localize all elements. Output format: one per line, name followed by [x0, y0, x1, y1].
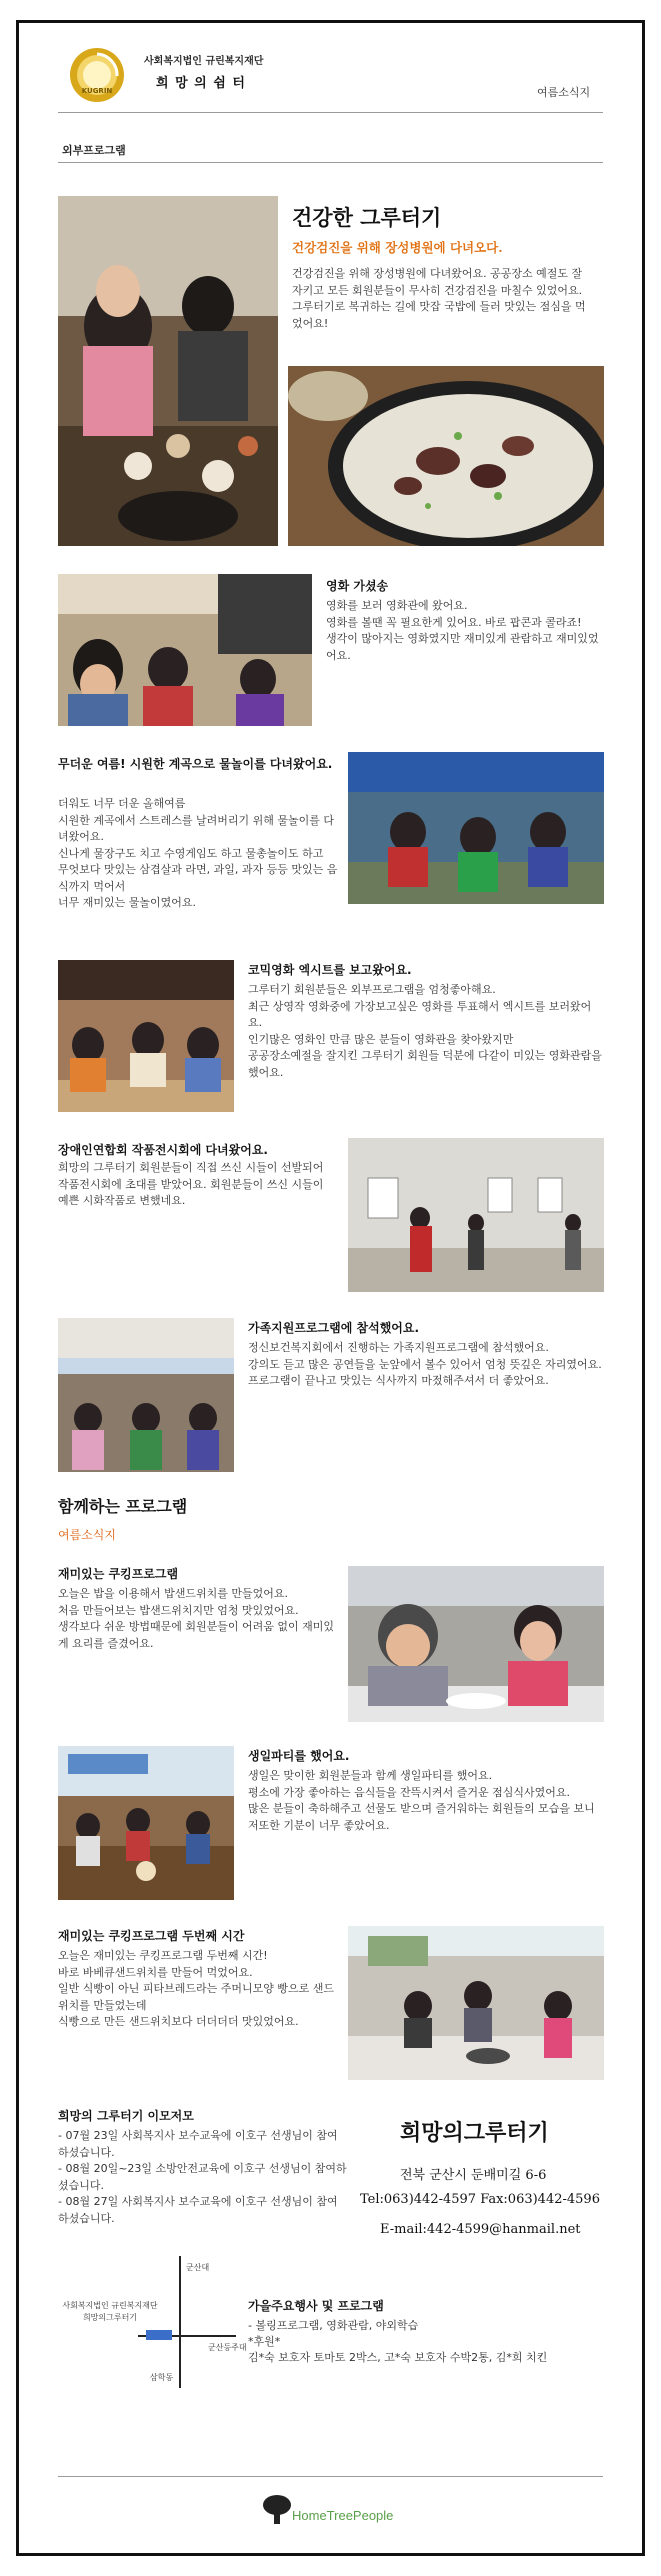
map-label-right: 군산등주대	[208, 2343, 247, 2352]
article-title: 재미있는 쿠킹프로그램	[58, 1567, 179, 1581]
visitors-title: 희망의 그루터기 이모저모	[58, 2109, 194, 2123]
org-name: 사회복지법인 규린복지재단	[144, 56, 264, 67]
movie-theater-photo	[58, 574, 312, 726]
map-label-bottom: 삼학동	[150, 2373, 174, 2382]
org-shelter-name: 희 망 의 쉼 터	[156, 76, 246, 91]
logo-text: KUGRIN	[81, 87, 113, 95]
article-body: 영화를 보러 영화관에 왔어요. 영화를 볼땐 꼭 필요한게 있어요. 바로 팝콘과 콜라죠! 생각이 많아지는 영화였지만 재미있게 관람하고 재미있었어요.	[326, 599, 599, 662]
article-body: 건강검진을 위해 장성병원에 다녀왔어요. 공공장소 예절도 잘자키고 모든 회원분들이 무사히 건강검진을 마칠수 있었어요. 그루터기로 복귀하는 길에 맛잡 국밥에 들러 맛있는 점심을 먹었어요!	[292, 267, 586, 330]
foundation-logo	[68, 46, 126, 104]
art-exhibition-photo	[348, 1138, 604, 1292]
article-body: 정신보건복지회에서 진행하는 가족지원프로그램에 참석했어요. 강의도 듣고 많은 공연들을 눈앞에서 볼수 있어서 엄청 뜻깊은 자리였어요. 프로그램이 끝나고 맛있는 식사까지 마젔해주셔서 더 좋았어요.	[248, 1341, 602, 1387]
cooking-photo	[348, 1566, 604, 1722]
article-title: 영화 가셨송	[326, 579, 389, 593]
health-check-meal-photo	[58, 196, 278, 546]
article-title: 재미있는 쿠킹프로그램 두번째 시간	[58, 1929, 245, 1943]
article-body: 희망의 그루터기 회원분들이 직접 쓰신 시들이 선발되어 작품전시회에 초대를 받았어요. 회원분들이 쓰신 시들이 예쁜 시화작품로 변했네요.	[58, 1161, 324, 1207]
article-body: 오늘은 재미있는 쿠킹프로그램 두번째 시간! 바로 바베큐샌드위치를 만들어 먹었어요. 일반 식빵이 아닌 피타브레드라는 주머니모양 빵으로 샌드위치를 만들었는데 식빵으로 만든 샌드위치보다 더더더더 맛있었어요.	[58, 1949, 335, 2028]
section-title-external: 외부프로그램	[62, 144, 126, 157]
autumn-sponsor-label: *후원*	[248, 2335, 281, 2348]
map-label-foundation: 사회복지법인 규린복지재단 희망의그루터기	[62, 2301, 158, 2322]
article-body: 그루터기 회원분들은 외부프로그램을 엄청좋아해요. 최근 상영작 영화중에 가장보고싶은 영화를 투표해서 엑시트를 보러왔어요. 인기많은 영화인 만큼 많은 분들이 영화관을 찾아왔지만 공공장소예절을 잘지킨 그루터기 회원들 덕분에 다같이 미있는 영화관람을 했어요.	[248, 983, 602, 1079]
article-title: 장애인연합회 작품전시회에 다녀왔어요.	[58, 1143, 268, 1157]
footer-brand: HomeTreePeople	[292, 2508, 394, 2523]
autumn-title: 가을주요행사 및 프로그램	[248, 2299, 384, 2313]
cooking-second-photo	[348, 1926, 604, 2080]
article-title: 건강한 그루터기	[292, 206, 442, 230]
family-program-photo	[58, 1318, 234, 1472]
map-label-university: 군산대	[186, 2263, 210, 2272]
article-title: 코믹영화 엑시트를 보고왔어요.	[248, 963, 412, 977]
header-divider	[58, 112, 603, 113]
article-title: 무더운 여름! 시원한 계곡으로 물놀이를 다녀왔어요.	[58, 757, 333, 771]
section-divider	[58, 162, 603, 163]
tree-logo-icon	[262, 2494, 292, 2526]
article-body: 오늘은 밥을 이용해서 밥샌드위치를 만들었어요. 처음 만들어보는 밥샌드위치지만 엄청 맛있었어요. 생각보다 쉬운 방법때문에 회원분들이 어려움 없이 재미있게 요리를 즐겼어요.	[58, 1587, 335, 1650]
section-subtitle: 여름소식지	[58, 1528, 116, 1542]
article-body: 더워도 너무 더운 올해여름 시원한 계곡에서 스트레스를 날려버리기 위해 물놀이를 다녀왔어요. 신나게 물장구도 치고 수영게임도 하고 물총놀이도 하고 무엇보다 맛있는 삼겹살과 라면, 과일, 과자 등등 맛있는 음식까지 먹어서 너무 재미있는 물놀이였어요.	[58, 797, 338, 909]
section-title-together: 함께하는 프로그램	[58, 1497, 188, 1516]
contact-address: 전북 군산시 둔배미길 6-6	[400, 2168, 547, 2183]
footer-divider	[58, 2476, 603, 2477]
valley-picnic-photo	[348, 752, 604, 904]
gukbap-soup-photo	[288, 366, 604, 546]
article-title: 생일파티를 했어요.	[248, 1749, 350, 1763]
contact-email: E-mail:442-4599@hanmail.net	[380, 2222, 581, 2237]
newsletter-label: 여름소식지	[537, 86, 591, 99]
birthday-party-photo	[58, 1746, 234, 1900]
article-subtitle: 건강검진을 위해 장성병원에 다녀오다.	[292, 240, 503, 255]
autumn-line: - 볼링프로그램, 영화관람, 야외학습	[248, 2319, 419, 2332]
article-title: 가족지원프로그램에 참석했어요.	[248, 1321, 420, 1335]
article-body: 생일은 맞이한 회원분들과 함께 생일파티를 했어요. 평소에 가장 좋아하는 음식들을 잔뜩시켜서 즐거운 점심식사였어요. 많은 분들이 축하해주고 선물도 받으며 즐거워하는 회원들의 모습을 보니 저또한 기분이 너무 좋았어요.	[248, 1769, 595, 1832]
autumn-sponsor-list: 김*숙 보호자 토마토 2박스, 고*숙 보호자 수박2통, 김*희 치킨	[248, 2351, 548, 2364]
cinema-lobby-photo	[58, 960, 234, 1112]
contact-name: 희망의그루터기	[400, 2120, 549, 2146]
visitors-body: - 07월 23일 사회복지사 보수교육에 이호구 선생님이 참여하셨습니다. - 08월 20일~23일 소방안전교육에 이호구 선생님이 참여하셨습니다. - 08월 27일 사회복지사 보수교육에 이호구 선생님이 참여하셨습니다.	[58, 2129, 347, 2225]
contact-phone: Tel:063)442-4597 Fax:063)442-4596	[360, 2192, 600, 2207]
